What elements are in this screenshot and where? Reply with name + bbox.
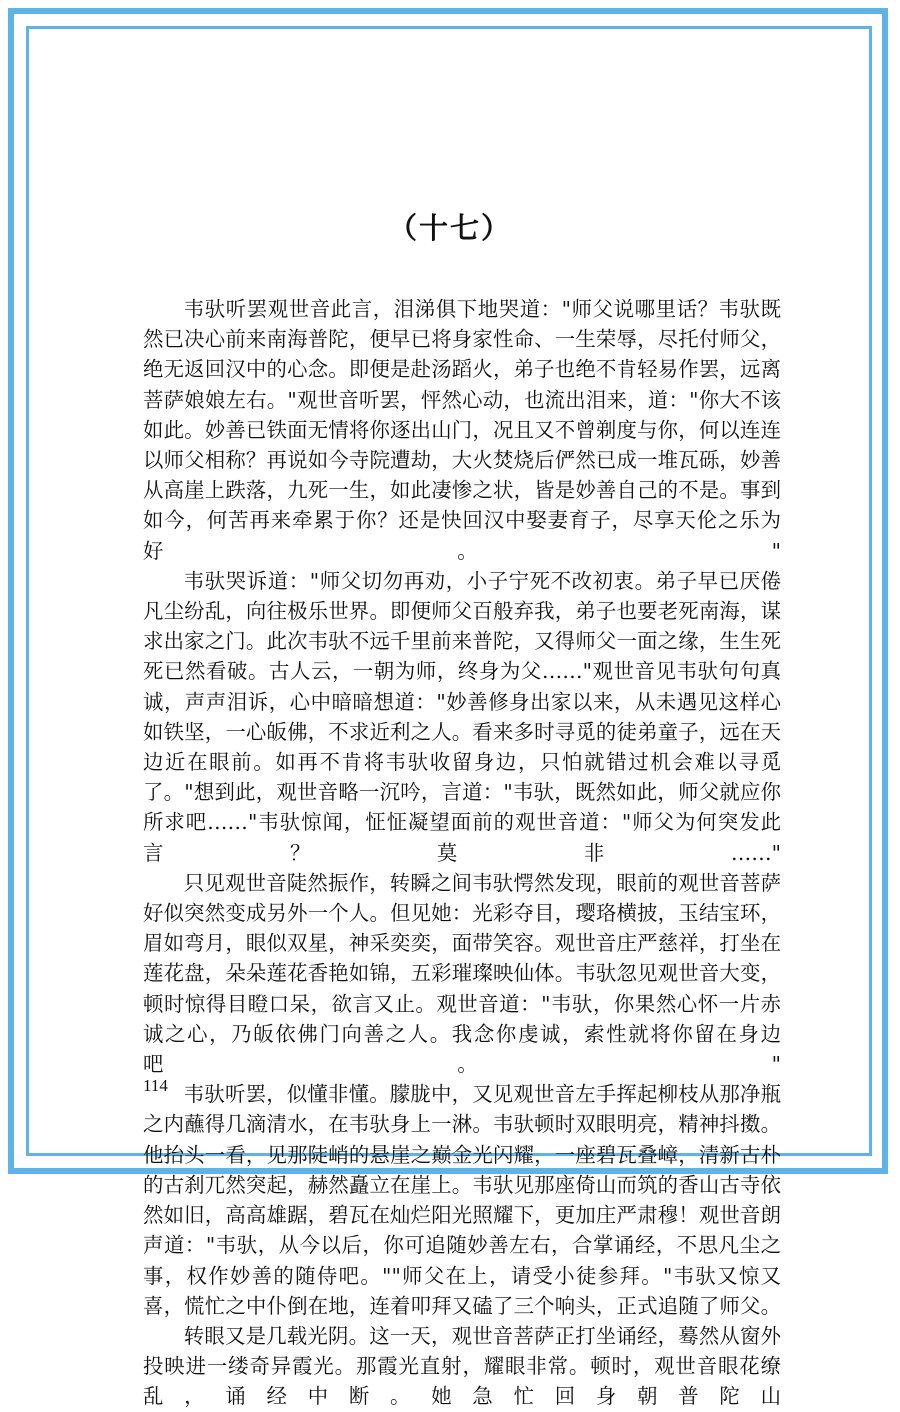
paragraph: 只见观世音陡然振作，转瞬之间韦驮愕然发现，眼前的观世音菩萨好似突然变成另外一个人。但见她：光彩夺目，璎珞横披，玉结宝环，眉如弯月，眼似双星，神采奕奕，面带笑容。观世音庄严慈祥，打坐在莲花盘，朵朵莲花香艳如锦，五彩璀璨映仙体。韦驮忽见观世音大变，顿时惊得目瞪口呆，欲言又止。观世音道："韦驮，你果然心怀一片赤诚之心，乃皈依佛门向善之人。我念你虔诚，索性就将你留在身边吧。" xyxy=(143,870,781,1077)
paragraph: 韦驮听罢，似懂非懂。朦胧中，又见观世音左手挥起柳枝从那净瓶之内蘸得几滴清水，在韦驮身上一淋。韦驮顿时双眼明亮，精神抖擞。他抬头一看，见那陡峭的悬崖之巅金光闪耀，一座碧瓦叠嶂，清新古朴的古刹兀然突起，赫然矗立在崖上。韦驮见那座倚山而筑的香山古寺依然如旧，高高雄踞，碧瓦在灿烂阳光照耀下，更加庄严肃穆！观世音朗声道："韦驮，从今以后，你可追随妙善左右，合掌诵经，不思凡尘之事，权作妙善的随侍吧。""师父在上，请受小徒参拜。"韦驮又惊又喜，慌忙之中仆倒在地，连着叩拜又磕了三个响头，正式追随了师父。 xyxy=(143,1082,781,1318)
chapter-title: （十七） xyxy=(387,211,512,245)
paragraph: 韦驮哭诉道："师父切勿再劝，小子宁死不改初衷。弟子早已厌倦凡尘纷乱，向往极乐世界。即便师父百般弃我，弟子也要老死南海，谋求出家之门。此次韦驮不远千里前来普陀，又得师父一面之缘，生生死死已然看破。古人云，一朝为师，终身为父……"观世音见韦驮句句真诚，声声泪诉，心中暗暗想道："妙善修身出家以来，从未遇见这样心如铁坚，一心皈佛，不求近利之人。看来多时寻觅的徒弟童子，远在天边近在眼前。如再不肯将韦驮收留身边，只怕就错过机会难以寻觅了。"想到此，观世音略一沉吟，言道："韦驮，既然如此，师父就应你所求吧……"韦驮惊闻，怔怔凝望面前的观世音道："师父为何突发此言？莫非……" xyxy=(143,568,781,865)
page-number: 114 xyxy=(143,1076,168,1095)
body-text xyxy=(143,294,781,1412)
paragraph: 韦驮听罢观世音此言，泪涕俱下地哭道："师父说哪里话？韦驮既然已决心前来南海普陀，便早已将身家性命、一生荣辱，尽托付师父，绝无返回汉中的心念。即便是赴汤蹈火，弟子也绝不肯轻易作罢，远离菩萨娘娘左右。"观世音听罢，怦然心动，也流出泪来，道："你大不该如此。妙善已铁面无情将你逐出山门，况且又不曾剃度与你，何以连连以师父相称？再说如今寺院遭劫，大火焚烧后俨然已成一堆瓦砾，妙善从高崖上跌落，九死一生，如此凄惨之状，皆是妙善自己的不是。事到如今，何苦再来牵累于你？还是快回汉中娶妻育子，尽享天伦之乐为好。" xyxy=(143,297,781,563)
paragraph: 转眼又是几载光阴。这一天，观世音菩萨正打坐诵经，蓦然从窗外投映进一缕奇异霞光。那霞光直射，耀眼非常。顿时，观世音眼花缭乱，诵经中断。她急忙回身朝普陀山 xyxy=(143,1323,781,1409)
